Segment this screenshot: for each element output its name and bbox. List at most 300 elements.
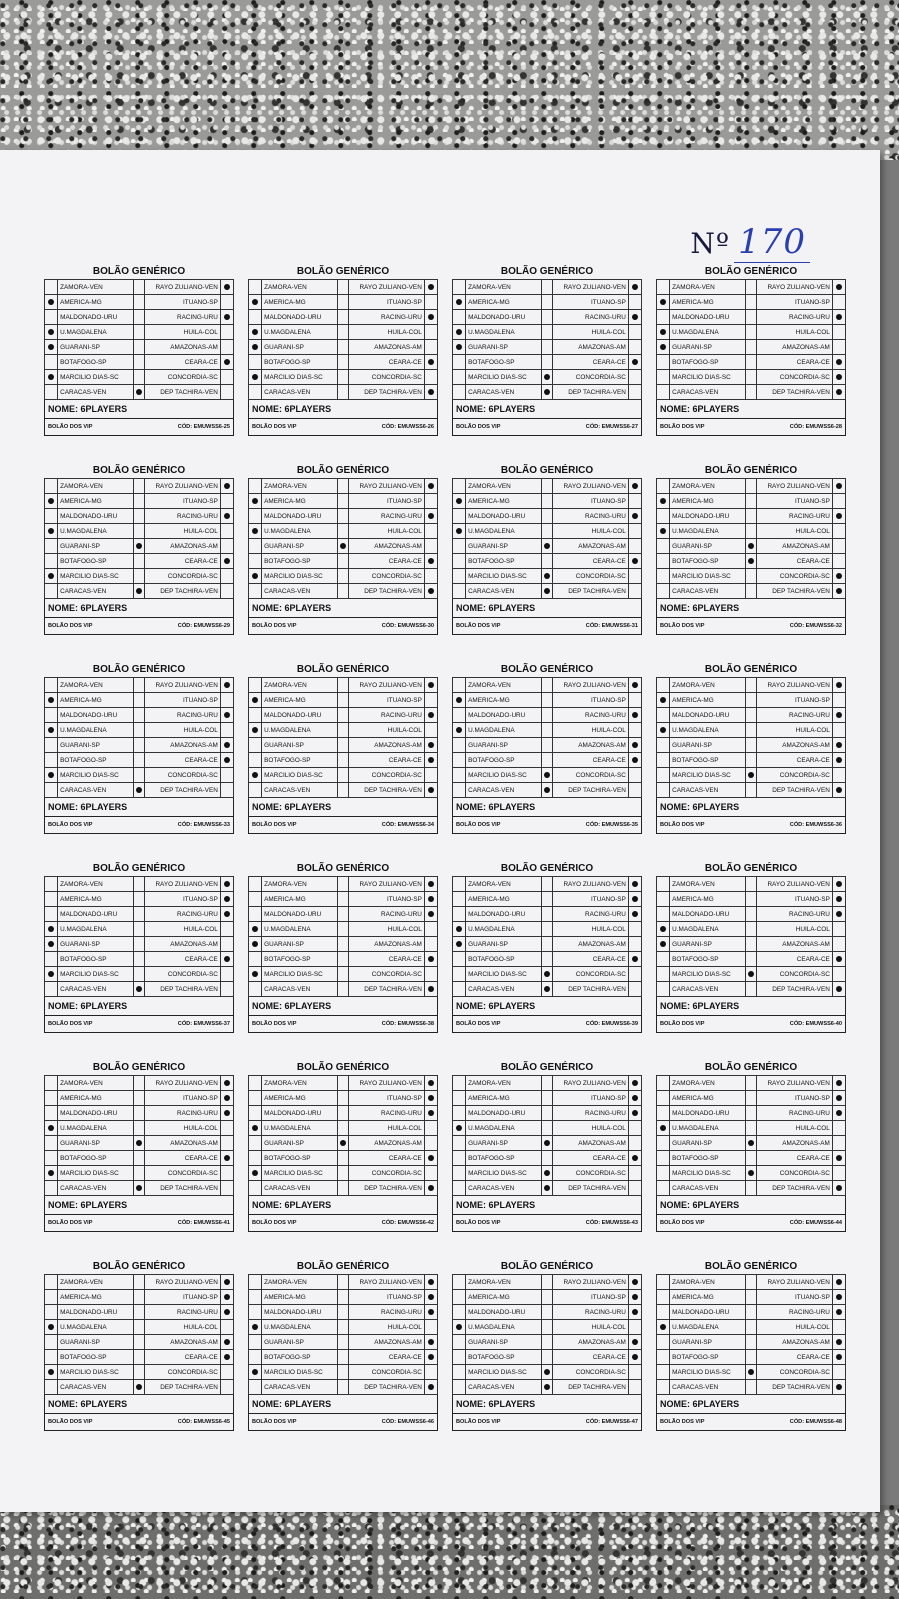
match-row [249, 708, 438, 723]
home-pick-cell [249, 1365, 262, 1380]
away-team: CONCORDIA-SC [553, 967, 629, 982]
away-team: CEARA-CE [145, 1151, 221, 1166]
home-pick-cell [249, 1136, 262, 1151]
away-pick-cell [628, 1151, 641, 1166]
home-team: ZAMORA-VEN [466, 479, 542, 494]
pick-mark-icon [224, 1294, 230, 1300]
away-pick-cell [832, 708, 845, 723]
pick-mark-icon [428, 389, 434, 395]
pick-mark-icon [456, 299, 462, 305]
bet-ticket [44, 464, 234, 635]
draw-pick-cell [337, 524, 348, 539]
away-team: RAYO ZULIANO-VEN [553, 1076, 629, 1091]
pick-mark-icon [428, 787, 434, 793]
home-pick-cell [249, 693, 262, 708]
draw-pick-cell [541, 967, 552, 982]
draw-pick-cell [541, 1121, 552, 1136]
away-pick-cell [628, 1365, 641, 1380]
away-pick-cell [220, 325, 233, 340]
draw-pick-cell [337, 1365, 348, 1380]
home-team: MALDONADO-URU [670, 907, 746, 922]
away-team: DEP TACHIRA-VEN [553, 1181, 629, 1196]
draw-pick-cell [541, 768, 552, 783]
home-team: ZAMORA-VEN [466, 877, 542, 892]
pick-mark-icon [632, 1354, 638, 1360]
away-pick-cell [220, 738, 233, 753]
home-pick-cell [453, 1305, 466, 1320]
ticket-title: BOLÃO GENÉRICO [500, 1261, 594, 1272]
draw-pick-cell [541, 1151, 552, 1166]
draw-pick-cell [337, 1335, 348, 1350]
pick-mark-icon [544, 588, 550, 594]
player-name: NOME: 6PLAYERS [248, 400, 438, 419]
footer-brand: BOLÃO DOS VIP [456, 623, 501, 629]
bet-ticket [452, 464, 642, 635]
away-pick-cell [832, 1290, 845, 1305]
away-pick-cell [832, 370, 845, 385]
home-team: CARACAS-VEN [670, 783, 746, 798]
footer-brand: BOLÃO DOS VIP [48, 623, 93, 629]
away-pick-cell [220, 494, 233, 509]
match-row [45, 524, 234, 539]
home-pick-cell [45, 1365, 58, 1380]
draw-pick-cell [541, 539, 552, 554]
away-team: HUILA-COL [553, 723, 629, 738]
ticket-code: CÓD: EMUWSS6-25 [177, 424, 230, 430]
away-team: CONCORDIA-SC [757, 370, 833, 385]
pick-mark-icon [252, 941, 258, 947]
home-pick-cell [657, 385, 670, 400]
home-team: BOTAFOGO-SP [466, 1151, 542, 1166]
match-row [249, 1335, 438, 1350]
away-team: RAYO ZULIANO-VEN [145, 877, 221, 892]
match-row [657, 708, 846, 723]
pick-mark-icon [660, 344, 666, 350]
draw-pick-cell [541, 280, 552, 295]
home-team: MARCILIO DIAS-SC [262, 569, 338, 584]
home-pick-cell [45, 708, 58, 723]
match-row [249, 678, 438, 693]
player-name: NOME: 6PLAYERS [44, 400, 234, 419]
home-team: U.MAGDALENA [262, 325, 338, 340]
ticket-footer [656, 1215, 846, 1232]
home-team: AMERICA-MG [262, 693, 338, 708]
ticket-code: CÓD: EMUWSS6-34 [381, 822, 434, 828]
draw-pick-cell [745, 952, 756, 967]
home-team: AMERICA-MG [466, 892, 542, 907]
pick-mark-icon [456, 926, 462, 932]
pick-mark-icon [428, 1309, 434, 1315]
match-row [45, 1365, 234, 1380]
match-row [45, 1305, 234, 1320]
home-pick-cell [249, 325, 262, 340]
match-row [453, 1335, 642, 1350]
away-pick-cell [424, 693, 437, 708]
away-pick-cell [832, 768, 845, 783]
pick-mark-icon [224, 1309, 230, 1315]
away-team: HUILA-COL [553, 325, 629, 340]
away-team: CONCORDIA-SC [145, 1365, 221, 1380]
away-pick-cell [220, 1380, 233, 1395]
ticket-title: BOLÃO GENÉRICO [500, 465, 594, 476]
pick-mark-icon [836, 389, 842, 395]
pick-mark-icon [224, 1354, 230, 1360]
away-team: HUILA-COL [349, 922, 425, 937]
bet-ticket [248, 464, 438, 635]
home-team: U.MAGDALENA [670, 922, 746, 937]
ticket-title: BOLÃO GENÉRICO [704, 863, 798, 874]
footer-brand: BOLÃO DOS VIP [48, 1021, 93, 1027]
home-team: CARACAS-VEN [262, 982, 338, 997]
home-pick-cell [453, 295, 466, 310]
away-pick-cell [628, 1335, 641, 1350]
away-pick-cell [628, 479, 641, 494]
away-team: RAYO ZULIANO-VEN [145, 1076, 221, 1091]
footer-brand: BOLÃO DOS VIP [660, 822, 705, 828]
footer-brand: BOLÃO DOS VIP [252, 623, 297, 629]
home-team: MALDONADO-URU [58, 1106, 134, 1121]
away-team: AMAZONAS-AM [145, 937, 221, 952]
player-name: NOME: 6PLAYERS [656, 599, 846, 618]
draw-pick-cell [541, 708, 552, 723]
match-row [45, 554, 234, 569]
ticket-code: CÓD: EMUWSS6-45 [177, 1419, 230, 1425]
away-pick-cell [220, 1106, 233, 1121]
away-team: RACING-URU [757, 1305, 833, 1320]
home-team: BOTAFOGO-SP [466, 554, 542, 569]
bet-ticket [44, 1061, 234, 1232]
home-team: GUARANI-SP [262, 937, 338, 952]
home-pick-cell [453, 937, 466, 952]
away-team: RACING-URU [757, 708, 833, 723]
ticket-code: CÓD: EMUWSS6-27 [585, 424, 638, 430]
home-pick-cell [453, 340, 466, 355]
draw-pick-cell [745, 524, 756, 539]
match-row [249, 325, 438, 340]
match-row [657, 370, 846, 385]
home-team: CARACAS-VEN [262, 1181, 338, 1196]
pick-mark-icon [544, 1384, 550, 1390]
pick-mark-icon [252, 727, 258, 733]
matches-table [248, 1274, 438, 1395]
match-row [453, 982, 642, 997]
away-pick-cell [220, 753, 233, 768]
home-pick-cell [657, 370, 670, 385]
home-team: U.MAGDALENA [58, 325, 134, 340]
footer-brand: BOLÃO DOS VIP [456, 1021, 501, 1027]
away-team: HUILA-COL [145, 1320, 221, 1335]
away-pick-cell [832, 1091, 845, 1106]
away-team: CEARA-CE [553, 554, 629, 569]
home-team: MARCILIO DIAS-SC [466, 1166, 542, 1181]
pick-mark-icon [836, 787, 842, 793]
matches-table [44, 1274, 234, 1395]
away-pick-cell [424, 539, 437, 554]
match-row [249, 494, 438, 509]
home-team: U.MAGDALENA [670, 1121, 746, 1136]
match-row [45, 783, 234, 798]
pick-mark-icon [428, 483, 434, 489]
match-row [45, 1166, 234, 1181]
player-name: NOME: 6PLAYERS [452, 599, 642, 618]
home-team: ZAMORA-VEN [262, 479, 338, 494]
serial-number [690, 222, 810, 262]
footer-brand: BOLÃO DOS VIP [456, 424, 501, 430]
away-pick-cell [832, 325, 845, 340]
away-team: HUILA-COL [757, 325, 833, 340]
match-row [45, 922, 234, 937]
match-row [453, 370, 642, 385]
match-row [249, 509, 438, 524]
match-row [249, 723, 438, 738]
match-row [249, 892, 438, 907]
draw-pick-cell [541, 1106, 552, 1121]
pick-mark-icon [136, 389, 142, 395]
ticket-code: CÓD: EMUWSS6-30 [381, 623, 434, 629]
home-team: AMERICA-MG [262, 1091, 338, 1106]
away-team: RAYO ZULIANO-VEN [757, 280, 833, 295]
draw-pick-cell [337, 1320, 348, 1335]
away-team: RACING-URU [145, 1106, 221, 1121]
home-pick-cell [45, 494, 58, 509]
away-team: RACING-URU [757, 907, 833, 922]
pick-mark-icon [252, 299, 258, 305]
bet-ticket [656, 1260, 846, 1431]
match-row [453, 1380, 642, 1395]
away-team: AMAZONAS-AM [757, 738, 833, 753]
pick-mark-icon [836, 573, 842, 579]
ticket-footer [656, 1016, 846, 1033]
home-pick-cell [249, 355, 262, 370]
home-team: CARACAS-VEN [466, 1380, 542, 1395]
home-team: MARCILIO DIAS-SC [466, 1365, 542, 1380]
home-pick-cell [45, 1181, 58, 1196]
draw-pick-cell [133, 479, 144, 494]
draw-pick-cell [541, 1181, 552, 1196]
ticket-code: CÓD: EMUWSS6-47 [585, 1419, 638, 1425]
draw-pick-cell [133, 693, 144, 708]
pick-mark-icon [632, 1309, 638, 1315]
home-pick-cell [453, 892, 466, 907]
home-pick-cell [249, 1290, 262, 1305]
home-pick-cell [45, 1136, 58, 1151]
home-team: GUARANI-SP [466, 1136, 542, 1151]
match-row [453, 1166, 642, 1181]
ticket-title: BOLÃO GENÉRICO [92, 1261, 186, 1272]
pick-mark-icon [252, 1125, 258, 1131]
match-row [453, 783, 642, 798]
away-pick-cell [424, 1151, 437, 1166]
away-team: HUILA-COL [757, 1320, 833, 1335]
draw-pick-cell [745, 1350, 756, 1365]
away-team: ITUANO-SP [757, 1290, 833, 1305]
home-team: MALDONADO-URU [670, 1106, 746, 1121]
home-pick-cell [453, 325, 466, 340]
home-team: CARACAS-VEN [262, 584, 338, 599]
pick-mark-icon [252, 374, 258, 380]
pick-mark-icon [544, 986, 550, 992]
home-pick-cell [657, 922, 670, 937]
match-row [45, 1136, 234, 1151]
ticket-title: BOLÃO GENÉRICO [500, 863, 594, 874]
away-pick-cell [832, 753, 845, 768]
draw-pick-cell [745, 569, 756, 584]
away-team: CONCORDIA-SC [553, 370, 629, 385]
away-team: RACING-URU [757, 509, 833, 524]
home-team: ZAMORA-VEN [58, 1275, 134, 1290]
home-pick-cell [657, 967, 670, 982]
match-row [657, 723, 846, 738]
away-team: DEP TACHIRA-VEN [553, 783, 629, 798]
draw-pick-cell [745, 325, 756, 340]
draw-pick-cell [541, 355, 552, 370]
pick-mark-icon [632, 1294, 638, 1300]
away-team: CEARA-CE [757, 554, 833, 569]
player-name: NOME: 6PLAYERS [44, 798, 234, 817]
matches-table [248, 279, 438, 400]
match-row [249, 1181, 438, 1196]
match-row [657, 539, 846, 554]
draw-pick-cell [133, 907, 144, 922]
ticket-code: CÓD: EMUWSS6-33 [177, 822, 230, 828]
away-team: ITUANO-SP [757, 295, 833, 310]
draw-pick-cell [337, 1106, 348, 1121]
away-team: RAYO ZULIANO-VEN [757, 1076, 833, 1091]
draw-pick-cell [133, 569, 144, 584]
home-team: U.MAGDALENA [58, 524, 134, 539]
away-pick-cell [628, 1380, 641, 1395]
pick-mark-icon [660, 941, 666, 947]
home-team: MARCILIO DIAS-SC [670, 1365, 746, 1380]
home-pick-cell [453, 708, 466, 723]
ticket-code: CÓD: EMUWSS6-40 [789, 1021, 842, 1027]
home-team: CARACAS-VEN [670, 1380, 746, 1395]
player-name: NOME: 6PLAYERS [44, 1395, 234, 1414]
pick-mark-icon [428, 896, 434, 902]
away-team: RACING-URU [553, 708, 629, 723]
match-row [453, 967, 642, 982]
home-team: CARACAS-VEN [466, 783, 542, 798]
home-team: MARCILIO DIAS-SC [262, 1365, 338, 1380]
away-team: DEP TACHIRA-VEN [349, 584, 425, 599]
match-row [453, 295, 642, 310]
pick-mark-icon [836, 911, 842, 917]
match-row [249, 280, 438, 295]
match-row [657, 1290, 846, 1305]
match-row [453, 1136, 642, 1151]
match-row [657, 1335, 846, 1350]
match-row [45, 768, 234, 783]
draw-pick-cell [745, 355, 756, 370]
ticket-title: BOLÃO GENÉRICO [704, 266, 798, 277]
match-row [249, 295, 438, 310]
away-team: RACING-URU [145, 310, 221, 325]
away-pick-cell [220, 952, 233, 967]
away-pick-cell [832, 310, 845, 325]
home-pick-cell [453, 1136, 466, 1151]
match-row [453, 355, 642, 370]
away-pick-cell [628, 370, 641, 385]
home-team: ZAMORA-VEN [670, 1076, 746, 1091]
pick-mark-icon [48, 697, 54, 703]
home-team: AMERICA-MG [670, 1091, 746, 1106]
pick-mark-icon [428, 757, 434, 763]
bet-ticket [248, 1260, 438, 1431]
away-team: ITUANO-SP [757, 1091, 833, 1106]
away-team: AMAZONAS-AM [757, 1335, 833, 1350]
home-pick-cell [249, 1166, 262, 1181]
home-pick-cell [249, 723, 262, 738]
home-team: U.MAGDALENA [58, 1320, 134, 1335]
match-row [45, 494, 234, 509]
away-pick-cell [220, 1181, 233, 1196]
pick-mark-icon [252, 573, 258, 579]
draw-pick-cell [541, 325, 552, 340]
match-row [45, 569, 234, 584]
away-pick-cell [628, 1350, 641, 1365]
home-pick-cell [45, 280, 58, 295]
match-row [453, 524, 642, 539]
away-pick-cell [220, 708, 233, 723]
home-pick-cell [249, 1335, 262, 1350]
pick-mark-icon [428, 1339, 434, 1345]
away-team: DEP TACHIRA-VEN [757, 1380, 833, 1395]
draw-pick-cell [541, 509, 552, 524]
ticket-title: BOLÃO GENÉRICO [92, 863, 186, 874]
home-team: ZAMORA-VEN [58, 479, 134, 494]
match-row [657, 1136, 846, 1151]
draw-pick-cell [745, 783, 756, 798]
bet-ticket [452, 663, 642, 834]
player-name: NOME: 6PLAYERS [452, 1395, 642, 1414]
home-team: ZAMORA-VEN [262, 877, 338, 892]
away-pick-cell [424, 892, 437, 907]
home-pick-cell [45, 753, 58, 768]
draw-pick-cell [133, 1320, 144, 1335]
home-pick-cell [453, 554, 466, 569]
matches-table [656, 279, 846, 400]
away-team: ITUANO-SP [553, 1091, 629, 1106]
pick-mark-icon [836, 757, 842, 763]
away-pick-cell [424, 479, 437, 494]
away-team: RACING-URU [349, 708, 425, 723]
home-team: U.MAGDALENA [58, 1121, 134, 1136]
home-team: ZAMORA-VEN [466, 1076, 542, 1091]
match-row [45, 280, 234, 295]
away-team: ITUANO-SP [757, 693, 833, 708]
home-team: CARACAS-VEN [262, 783, 338, 798]
match-row [249, 877, 438, 892]
draw-pick-cell [133, 385, 144, 400]
away-pick-cell [628, 1181, 641, 1196]
draw-pick-cell [541, 340, 552, 355]
home-pick-cell [45, 922, 58, 937]
home-pick-cell [657, 877, 670, 892]
pick-mark-icon [456, 344, 462, 350]
draw-pick-cell [541, 370, 552, 385]
draw-pick-cell [133, 1275, 144, 1290]
away-pick-cell [628, 1305, 641, 1320]
home-team: AMERICA-MG [58, 1290, 134, 1305]
draw-pick-cell [133, 1335, 144, 1350]
match-row [657, 310, 846, 325]
draw-pick-cell [337, 325, 348, 340]
match-row [453, 937, 642, 952]
away-team: DEP TACHIRA-VEN [757, 385, 833, 400]
matches-table [248, 677, 438, 798]
pick-mark-icon [544, 1369, 550, 1375]
home-team: CARACAS-VEN [670, 1181, 746, 1196]
